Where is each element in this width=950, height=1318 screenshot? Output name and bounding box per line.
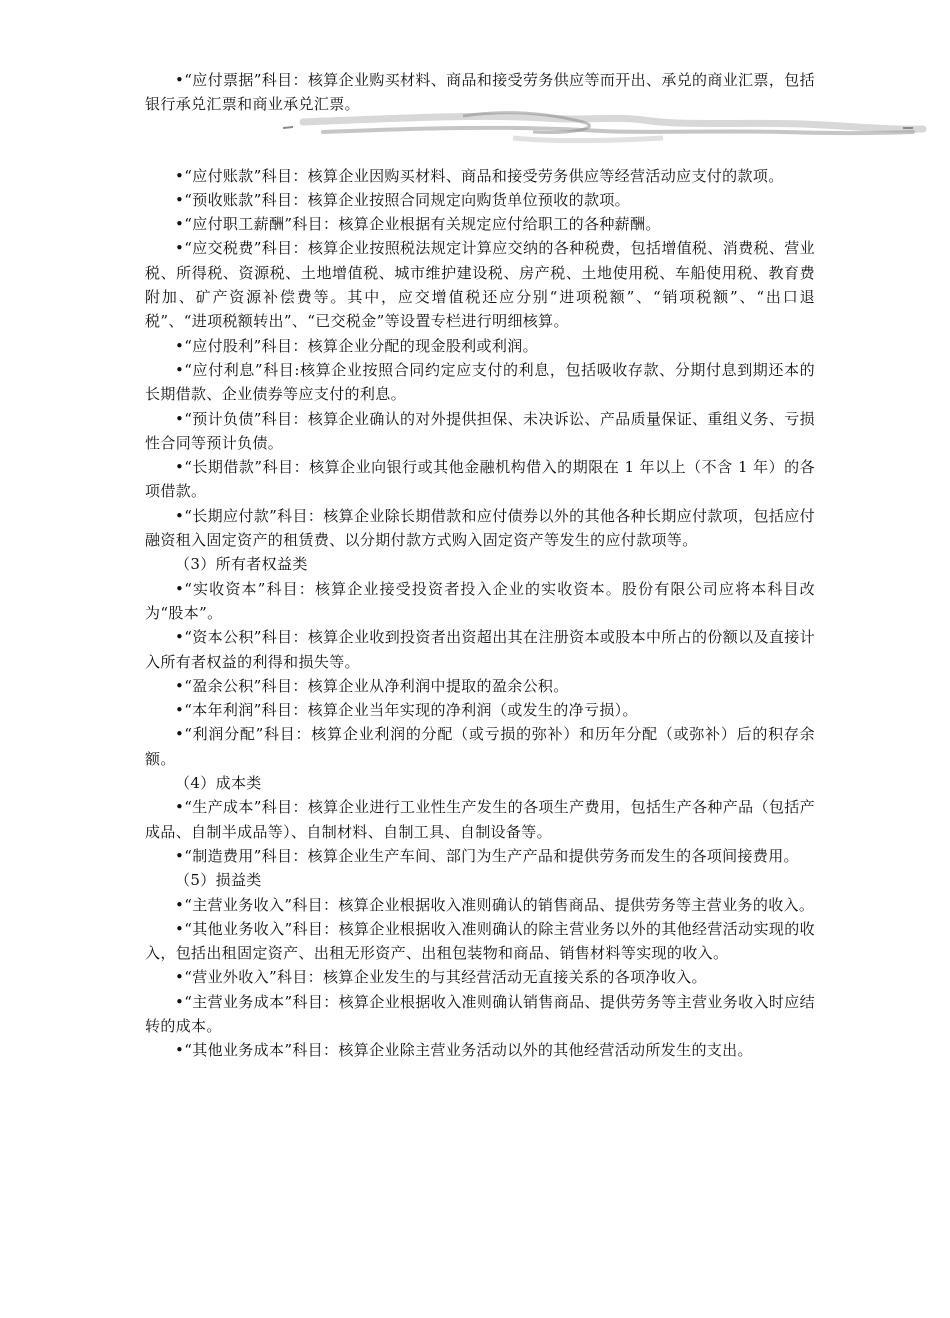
account-paragraph: •“预收账款”科目：核算企业按照合同规定向购货单位预收的款项。 xyxy=(175,190,631,209)
account-paragraph: •“其他业务收入”科目：核算企业根据收入准则确认的除主营业务以外的其他经营活动实现的收入，包括出租固定资产、出租无形资产、出租包装物和商品、销售材料等实现的收入。 xyxy=(145,919,815,963)
account-paragraph: •“生产成本”科目：核算企业进行工业性生产发生的各项生产费用，包括生产各种产品（包括产成品、自制半成品等）、自制材料、自制工具、自制设备等。 xyxy=(145,798,815,841)
account-paragraph: •“利润分配”科目：核算企业利润的分配（或亏损的弥补）和历年分配（或弥补）后的积存余额。 xyxy=(145,725,815,768)
account-paragraph: •“长期借款”科目：核算企业向银行或其他金融机构借入的期限在 1 年以上（不含 1 年）的各项借款。 xyxy=(145,458,815,501)
account-paragraph: •“主营业务成本”科目：核算企业根据收入准则确认销售商品、提供劳务等主营业务收入时应结转的成本。 xyxy=(145,992,815,1035)
account-paragraph: •“应付账款”科目：核算企业因购买材料、商品和接受劳务供应等经营活动应支付的款项。 xyxy=(175,166,784,185)
section-liabilities xyxy=(145,164,815,553)
account-paragraph: •“长期应付款”科目：核算企业除长期借款和应付债券以外的其他各种长期应付款项，包括应付融资租入固定资产的租赁费、以分期付款方式购入固定资产等发生的应付款项等。 xyxy=(145,506,815,550)
account-paragraph: •“应付利息”科目:核算企业按照合同约定应支付的利息，包括吸收存款、分期付息到期还本的长期借款、企业债券等应支付的利息。 xyxy=(145,360,815,404)
account-paragraph: •“制造费用”科目：核算企业生产车间、部门为生产产品和提供劳务而发生的各项间接费用。 xyxy=(175,846,799,865)
section-profit-loss xyxy=(145,893,815,1063)
account-paragraph: •“实收资本”科目：核算企业接受投资者投入企业的实收资本。股份有限公司应将本科目改为“股本”。 xyxy=(145,579,815,622)
account-paragraph: •“应付股利”科目：核算企业分配的现金股利或利润。 xyxy=(175,336,538,355)
heading-cost: （4）成本类 xyxy=(175,774,262,793)
account-paragraph: •“预计负债”科目：核算企业确认的对外提供担保、未决诉讼、产品质量保证、重组义务、亏损性合同等预计负债。 xyxy=(145,409,815,452)
section-owners-equity xyxy=(145,577,815,771)
account-paragraph: •“应交税费”科目：核算企业按照税法规定计算应交纳的各种税费，包括增值税、消费税、营业税、所得税、资源税、土地增值税、城市维护建设税、房产税、土地使用税、车船使用税、教育费附加、矿产资源补偿费等。其中，应交增值税还应分别“进项税额”、“销项税额”、“出口退税”、“进项税额转出”、“已交税金”等设置专栏进行明细核算。 xyxy=(145,239,815,331)
section-notes-payable xyxy=(145,68,815,117)
heading-owners-equity: （3）所有者权益类 xyxy=(175,555,308,574)
heading-profit-loss: （5）损益类 xyxy=(175,871,262,890)
document-page xyxy=(145,68,815,1063)
account-paragraph: •“盈余公积”科目：核算企业从净利润中提取的盈余公积。 xyxy=(175,676,569,695)
account-paragraph: •“主营业务收入”科目：核算企业根据收入准则确认的销售商品、提供劳务等主营业务的收入。 xyxy=(175,895,815,914)
account-paragraph: •“其他业务成本”科目：核算企业除主营业务活动以外的其他经营活动所发生的支出。 xyxy=(175,1041,753,1060)
account-paragraph: •“本年利润”科目：核算企业当年实现的净利润（或发生的净亏损）。 xyxy=(175,701,638,720)
account-paragraph: •“应付职工薪酬”科目：核算企业根据有关规定应付给职工的各种薪酬。 xyxy=(175,215,661,234)
account-paragraph: •“资本公积”科目：核算企业收到投资者出资超出其在注册资本或股本中所占的份额以及直接计入所有者权益的利得和损失等。 xyxy=(145,628,815,671)
account-paragraph: •“营业外收入”科目：核算企业发生的与其经营活动无直接关系的各项净收入。 xyxy=(175,968,707,987)
account-paragraph: •“应付票据”科目：核算企业购买材料、商品和接受劳务供应等而开出、承兑的商业汇票，包括银行承兑汇票和商业承兑汇票。 xyxy=(145,71,815,114)
divider-gap xyxy=(145,117,815,164)
section-cost xyxy=(145,795,815,868)
